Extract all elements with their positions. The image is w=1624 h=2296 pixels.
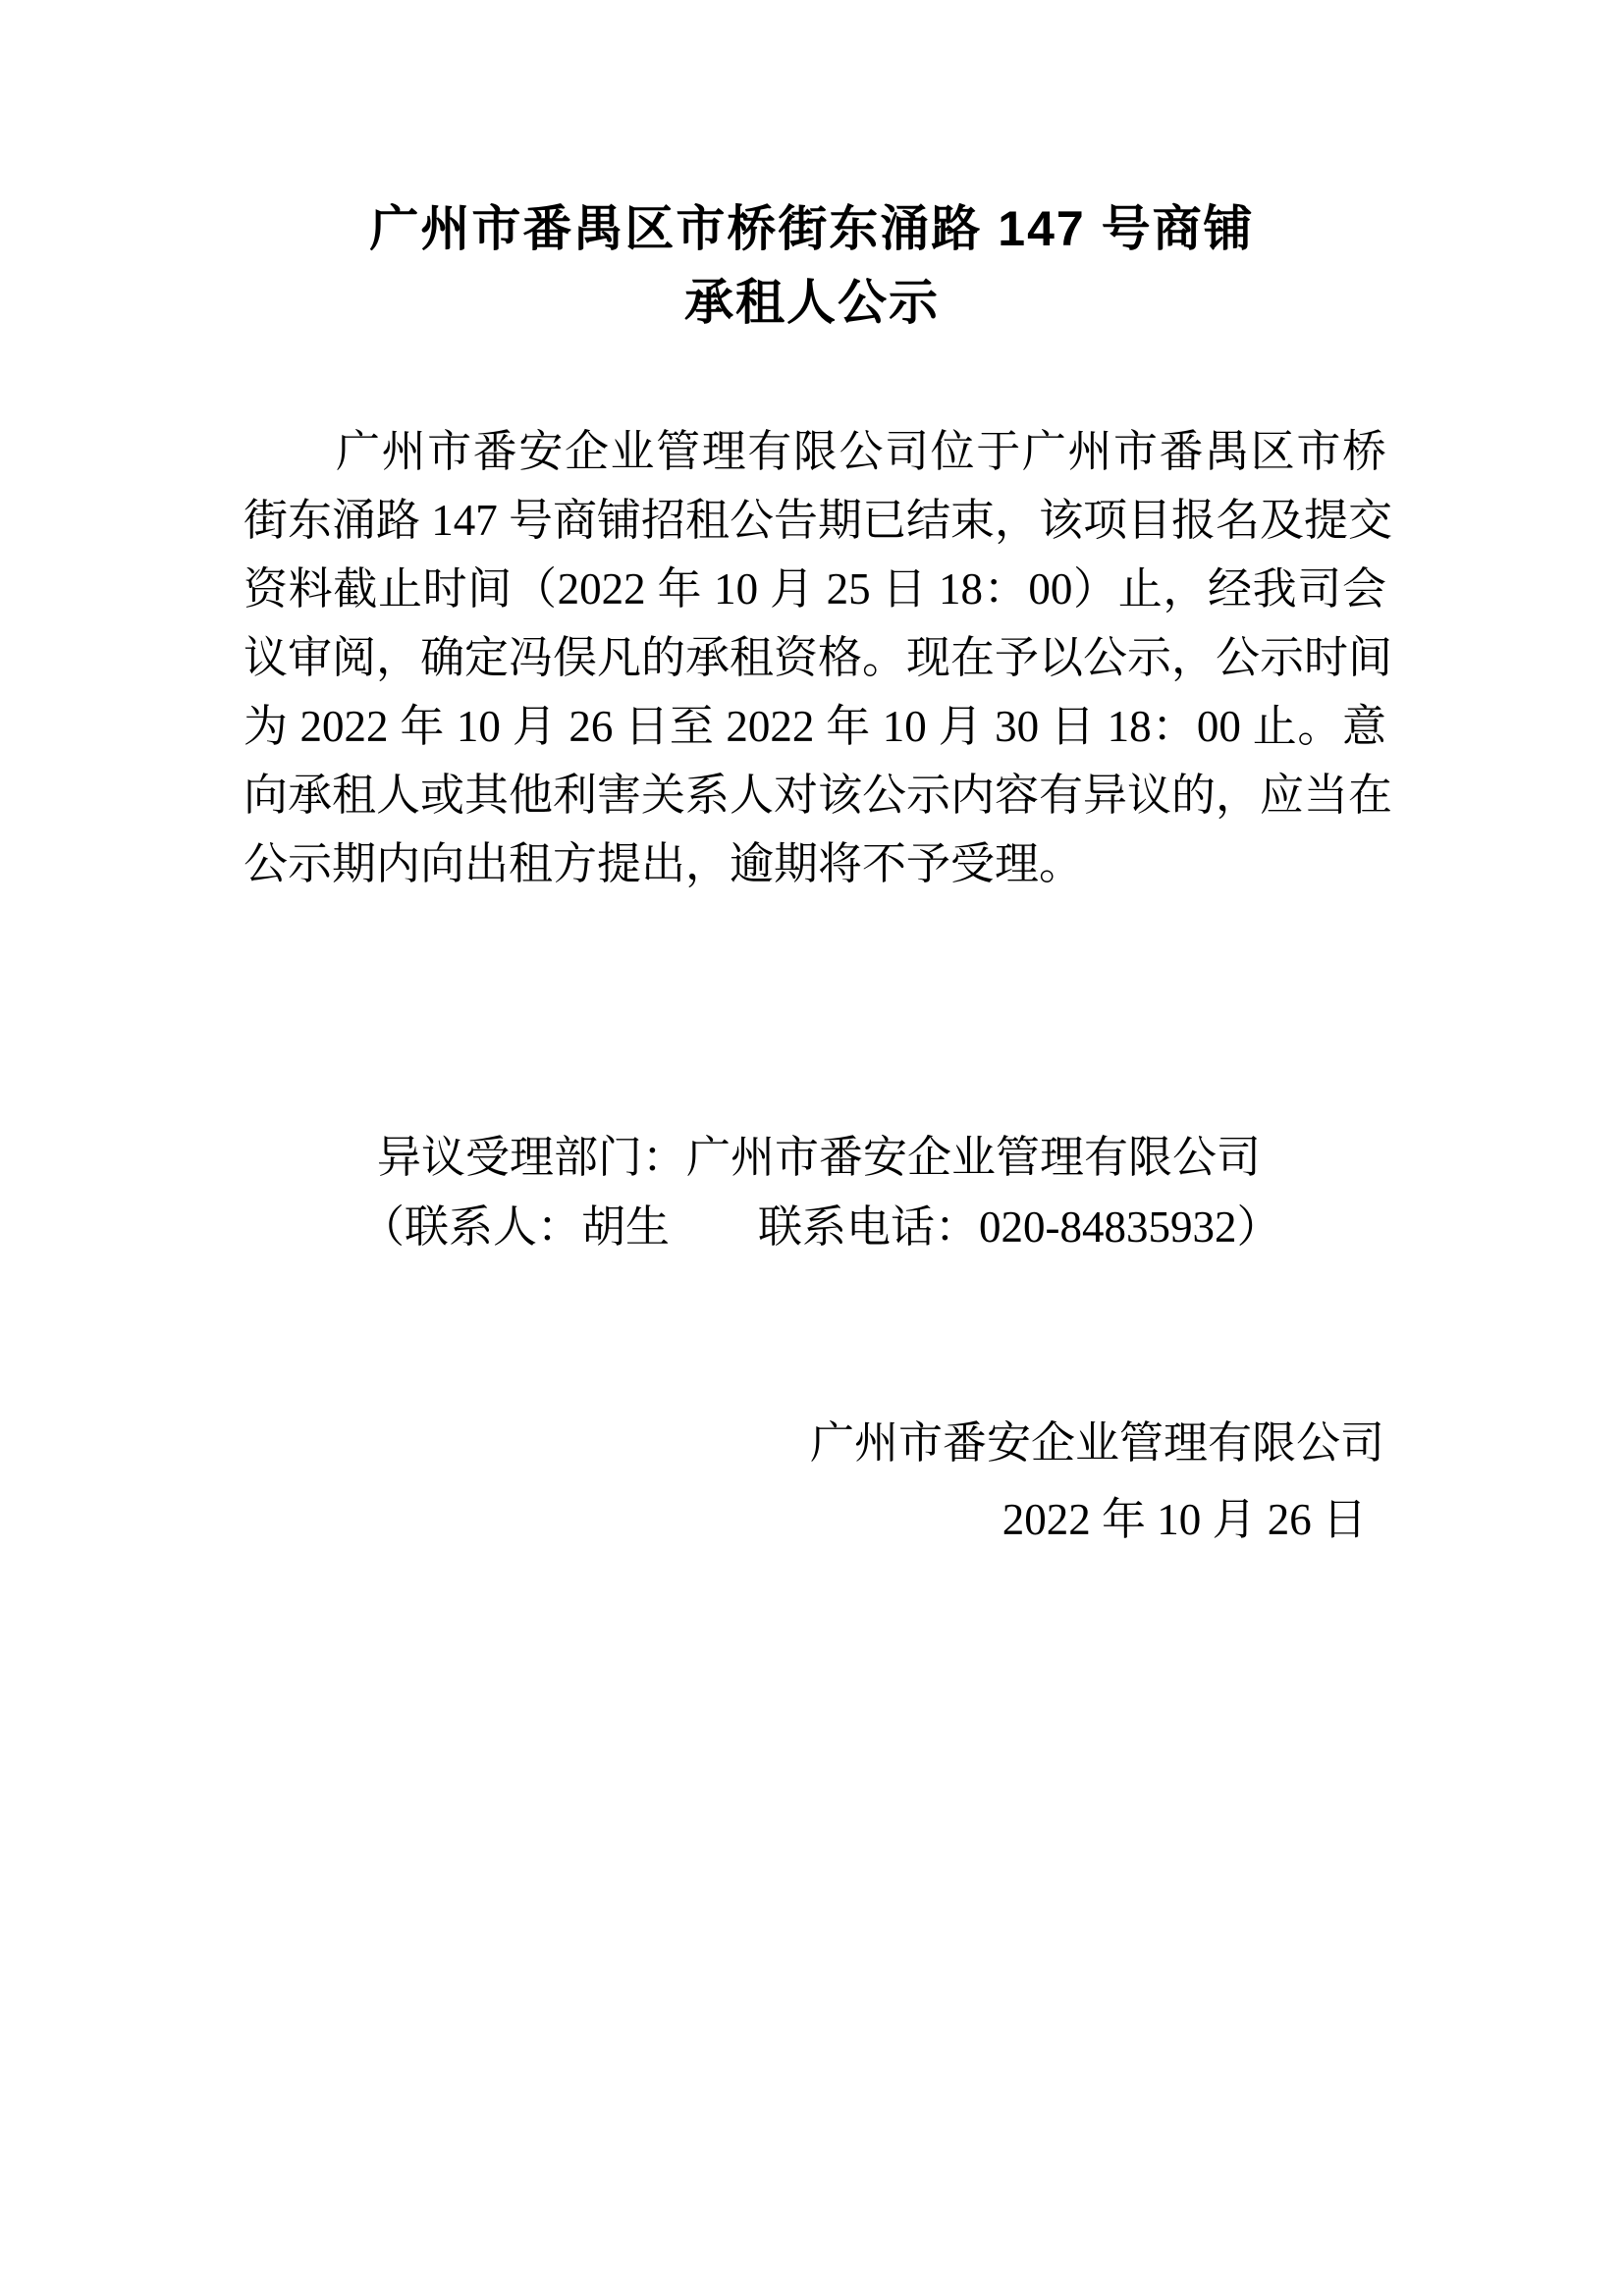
body-line: 向承租人或其他利害关系人对该公示内容有异议的，应当在 [244,771,1393,820]
body-line: 广州市番安企业管理有限公司位于广州市番禺区市桥 [336,427,1386,476]
document-title-line-2: 承租人公示 [684,275,940,330]
signature-company: 广州市番安企业管理有限公司 [809,1418,1384,1468]
body-line: 资料截止时间（2022 年 10 月 25 日 18：00）止，经我司会 [244,564,1386,614]
contact-person-line: （联系人：胡生 联系电话：020-84835932） [360,1202,1281,1252]
body-line: 为 2022 年 10 月 26 日至 2022 年 10 月 30 日 18：00 止。意 [244,702,1386,751]
document-title [0,192,1624,340]
signature-block [810,1405,1384,1558]
signature-date: 2022 年 10 月 26 日 [1001,1495,1367,1544]
body-line: 街东涌路 147 号商铺招租公告期已结束，该项目报名及提交 [244,496,1393,545]
contact-block [360,1123,1281,1262]
body-paragraph [244,417,1393,898]
contact-department-line: 异议受理部门：广州市番安企业管理有限公司 [377,1133,1262,1182]
document-title-line-1: 广州市番禺区市桥街东涌路 147 号商铺 [369,201,1255,256]
body-line: 议审阅，确定冯俣凡的承租资格。现在予以公示，公示时间 [244,633,1393,682]
body-line: 公示期内向出租方提出，逾期将不予受理。 [244,839,1084,888]
